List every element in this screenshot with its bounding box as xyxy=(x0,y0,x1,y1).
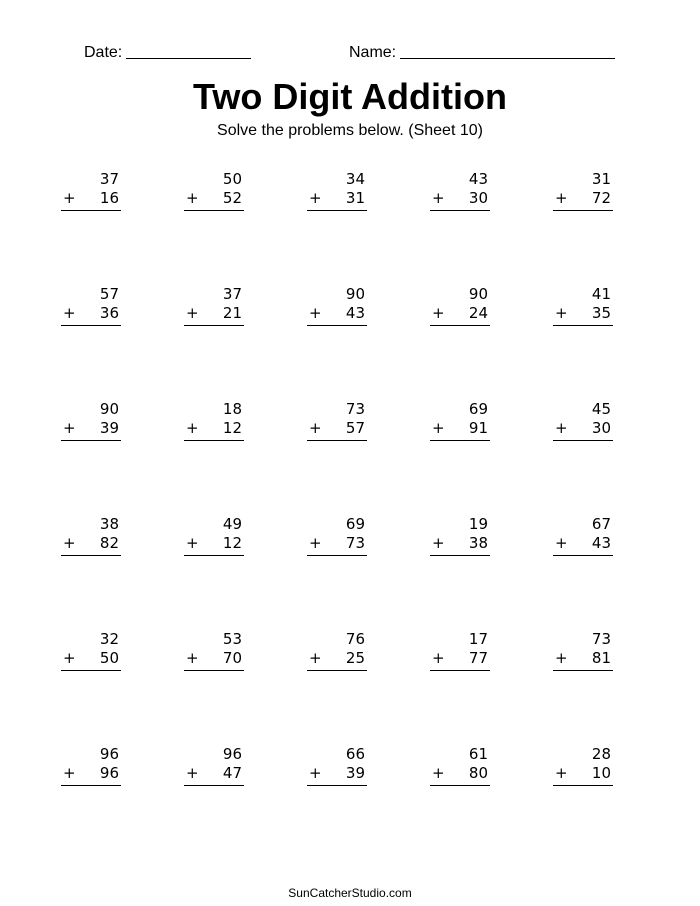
bottom-row xyxy=(184,649,244,671)
plus-sign: + xyxy=(309,189,322,207)
date-label: Date: xyxy=(84,44,123,61)
addition-problem xyxy=(430,400,490,441)
addition-problem xyxy=(430,170,490,211)
bottom-addend: 91 xyxy=(468,419,488,437)
worksheet-subtitle: Solve the problems below. (Sheet 10) xyxy=(217,122,483,139)
top-addend: 32 xyxy=(99,630,119,648)
problem-grid xyxy=(0,170,700,860)
top-addend: 43 xyxy=(468,170,488,188)
addition-problem xyxy=(307,285,367,326)
addition-problem xyxy=(553,745,613,786)
bottom-addend: 12 xyxy=(222,419,242,437)
plus-sign: + xyxy=(186,419,199,437)
bottom-row xyxy=(430,304,490,326)
plus-sign: + xyxy=(309,304,322,322)
plus-sign: + xyxy=(63,189,76,207)
top-addend: 17 xyxy=(468,630,488,648)
addition-problem xyxy=(184,285,244,326)
top-addend: 61 xyxy=(468,745,488,763)
bottom-addend: 16 xyxy=(99,189,119,207)
bottom-row xyxy=(553,189,613,211)
bottom-row xyxy=(553,534,613,556)
bottom-addend: 50 xyxy=(99,649,119,667)
plus-sign: + xyxy=(432,304,445,322)
bottom-addend: 77 xyxy=(468,649,488,667)
addition-problem xyxy=(184,515,244,556)
plus-sign: + xyxy=(432,534,445,552)
addition-problem xyxy=(553,285,613,326)
plus-sign: + xyxy=(555,419,568,437)
footer-credit: SunCatcherStudio.com xyxy=(288,886,412,900)
bottom-addend: 57 xyxy=(345,419,365,437)
top-addend: 45 xyxy=(591,400,611,418)
bottom-addend: 52 xyxy=(222,189,242,207)
bottom-addend: 31 xyxy=(345,189,365,207)
bottom-row xyxy=(184,304,244,326)
bottom-row xyxy=(430,649,490,671)
bottom-row xyxy=(307,534,367,556)
plus-sign: + xyxy=(63,419,76,437)
bottom-addend: 47 xyxy=(222,764,242,782)
addition-problem xyxy=(307,400,367,441)
bottom-row xyxy=(307,189,367,211)
bottom-addend: 80 xyxy=(468,764,488,782)
top-addend: 41 xyxy=(591,285,611,303)
bottom-addend: 73 xyxy=(345,534,365,552)
plus-sign: + xyxy=(555,649,568,667)
bottom-row xyxy=(61,189,121,211)
top-addend: 69 xyxy=(468,400,488,418)
addition-problem xyxy=(61,285,121,326)
bottom-row xyxy=(61,419,121,441)
name-blank-line[interactable] xyxy=(400,58,615,59)
bottom-row xyxy=(553,764,613,786)
bottom-addend: 81 xyxy=(591,649,611,667)
worksheet-title: Two Digit Addition xyxy=(193,76,507,117)
plus-sign: + xyxy=(186,534,199,552)
top-addend: 57 xyxy=(99,285,119,303)
plus-sign: + xyxy=(432,764,445,782)
bottom-addend: 10 xyxy=(591,764,611,782)
top-addend: 49 xyxy=(222,515,242,533)
top-addend: 38 xyxy=(99,515,119,533)
plus-sign: + xyxy=(186,304,199,322)
bottom-row xyxy=(61,649,121,671)
bottom-addend: 21 xyxy=(222,304,242,322)
addition-problem xyxy=(184,170,244,211)
addition-problem xyxy=(184,400,244,441)
top-addend: 37 xyxy=(222,285,242,303)
bottom-row xyxy=(61,304,121,326)
addition-problem xyxy=(307,630,367,671)
bottom-addend: 30 xyxy=(468,189,488,207)
addition-problem xyxy=(430,285,490,326)
top-addend: 50 xyxy=(222,170,242,188)
addition-problem xyxy=(553,170,613,211)
bottom-row xyxy=(61,764,121,786)
top-addend: 96 xyxy=(222,745,242,763)
bottom-row xyxy=(430,534,490,556)
plus-sign: + xyxy=(63,649,76,667)
bottom-row xyxy=(307,419,367,441)
bottom-addend: 43 xyxy=(345,304,365,322)
addition-problem xyxy=(61,515,121,556)
top-addend: 31 xyxy=(591,170,611,188)
addition-problem xyxy=(307,745,367,786)
addition-problem xyxy=(553,630,613,671)
bottom-addend: 43 xyxy=(591,534,611,552)
bottom-addend: 70 xyxy=(222,649,242,667)
top-addend: 69 xyxy=(345,515,365,533)
addition-problem xyxy=(430,630,490,671)
plus-sign: + xyxy=(432,649,445,667)
plus-sign: + xyxy=(186,649,199,667)
bottom-row xyxy=(307,649,367,671)
plus-sign: + xyxy=(309,534,322,552)
bottom-addend: 30 xyxy=(591,419,611,437)
plus-sign: + xyxy=(186,764,199,782)
plus-sign: + xyxy=(63,304,76,322)
bottom-row xyxy=(61,534,121,556)
bottom-addend: 12 xyxy=(222,534,242,552)
addition-problem xyxy=(61,745,121,786)
addition-problem xyxy=(184,745,244,786)
top-addend: 76 xyxy=(345,630,365,648)
bottom-addend: 38 xyxy=(468,534,488,552)
bottom-row xyxy=(553,304,613,326)
date-blank-line[interactable] xyxy=(126,58,251,59)
plus-sign: + xyxy=(186,189,199,207)
bottom-row xyxy=(307,764,367,786)
plus-sign: + xyxy=(63,764,76,782)
date-field xyxy=(84,42,251,62)
top-addend: 73 xyxy=(591,630,611,648)
top-addend: 18 xyxy=(222,400,242,418)
bottom-row xyxy=(184,764,244,786)
top-addend: 34 xyxy=(345,170,365,188)
bottom-row xyxy=(307,304,367,326)
addition-problem xyxy=(553,400,613,441)
addition-problem xyxy=(430,515,490,556)
addition-problem xyxy=(184,630,244,671)
plus-sign: + xyxy=(432,419,445,437)
plus-sign: + xyxy=(432,189,445,207)
plus-sign: + xyxy=(555,764,568,782)
bottom-row xyxy=(553,419,613,441)
top-addend: 96 xyxy=(99,745,119,763)
top-addend: 90 xyxy=(468,285,488,303)
addition-problem xyxy=(61,170,121,211)
bottom-row xyxy=(184,419,244,441)
top-addend: 28 xyxy=(591,745,611,763)
plus-sign: + xyxy=(309,764,322,782)
top-addend: 53 xyxy=(222,630,242,648)
name-label: Name: xyxy=(349,44,397,61)
top-addend: 90 xyxy=(345,285,365,303)
top-addend: 66 xyxy=(345,745,365,763)
plus-sign: + xyxy=(555,304,568,322)
bottom-addend: 36 xyxy=(99,304,119,322)
bottom-addend: 39 xyxy=(99,419,119,437)
bottom-addend: 96 xyxy=(99,764,119,782)
addition-problem xyxy=(61,630,121,671)
addition-problem xyxy=(553,515,613,556)
bottom-row xyxy=(184,189,244,211)
plus-sign: + xyxy=(63,534,76,552)
top-addend: 67 xyxy=(591,515,611,533)
plus-sign: + xyxy=(555,534,568,552)
bottom-row xyxy=(184,534,244,556)
bottom-row xyxy=(430,764,490,786)
bottom-row xyxy=(430,419,490,441)
addition-problem xyxy=(307,515,367,556)
name-field xyxy=(349,42,615,62)
addition-problem xyxy=(307,170,367,211)
bottom-addend: 25 xyxy=(345,649,365,667)
top-addend: 19 xyxy=(468,515,488,533)
plus-sign: + xyxy=(309,649,322,667)
addition-problem xyxy=(430,745,490,786)
bottom-addend: 39 xyxy=(345,764,365,782)
bottom-addend: 24 xyxy=(468,304,488,322)
bottom-row xyxy=(430,189,490,211)
top-addend: 37 xyxy=(99,170,119,188)
plus-sign: + xyxy=(555,189,568,207)
bottom-addend: 72 xyxy=(591,189,611,207)
plus-sign: + xyxy=(309,419,322,437)
bottom-addend: 82 xyxy=(99,534,119,552)
top-addend: 90 xyxy=(99,400,119,418)
bottom-row xyxy=(553,649,613,671)
top-addend: 73 xyxy=(345,400,365,418)
addition-problem xyxy=(61,400,121,441)
bottom-addend: 35 xyxy=(591,304,611,322)
